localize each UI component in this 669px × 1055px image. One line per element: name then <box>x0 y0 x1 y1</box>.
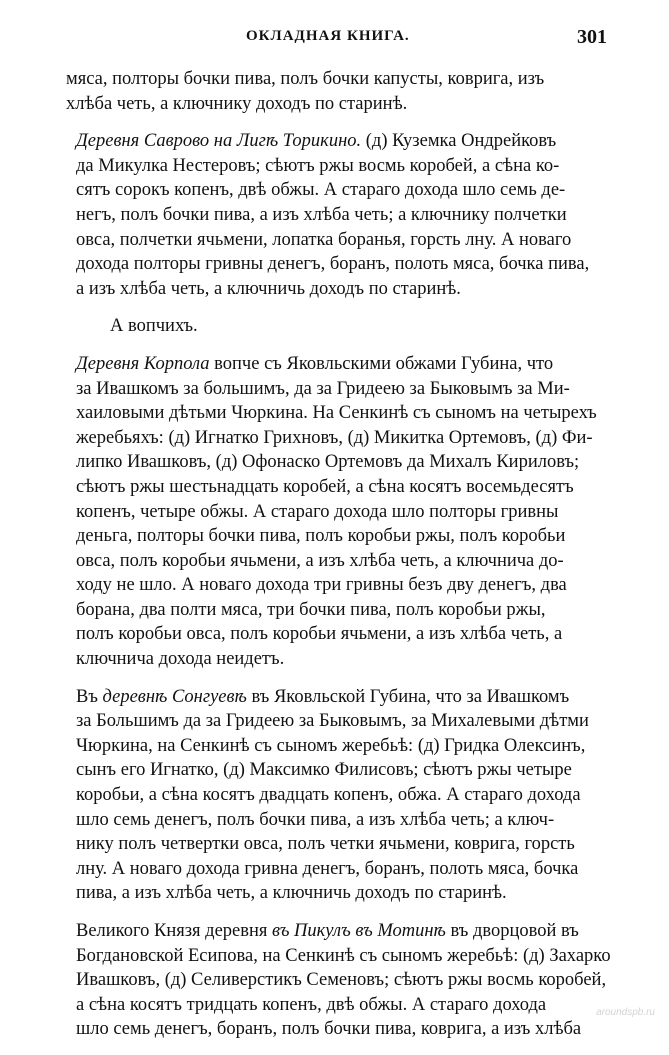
paragraph-korpola <box>66 352 614 672</box>
text-line: за Ивашкомъ за большимъ, да за Гридеею за Быковымъ за Ми- <box>76 378 570 399</box>
text-span: Великого Князя деревня <box>76 921 273 941</box>
text-line <box>66 352 614 377</box>
text-line: лну. А новаго дохода гривна денегъ, боранъ, полоть мяса, бочка <box>76 858 579 879</box>
text-line: а изъ хлѣба четь, а ключничь доходъ по старинѣ. <box>76 278 461 299</box>
text-line: Ивашковъ, (д) Селиверстикъ Семеновъ; сѣютъ ржы восмь коробей, <box>76 970 607 991</box>
text-line: борана, два полти мяса, три бочки пива, полъ коробьи ржы, <box>76 599 546 620</box>
text-line <box>66 919 614 944</box>
text-line: дохода полторы гривны денегъ, боранъ, полоть мяса, бочка пива, <box>76 254 590 275</box>
watermark: aroundspb.ru <box>596 1007 655 1018</box>
text-line: пива, а изъ хлѣба четь, а ключничь доходъ по старинѣ. <box>76 883 507 904</box>
paragraph-songuev <box>66 685 614 906</box>
text-line: сятъ сорокъ копенъ, двѣ обжы. А стараго дохода шло семь де- <box>76 180 566 201</box>
text-line: Богдановской Есипова, на Сенкинѣ съ сыномъ жеребьѣ: (д) Захарко <box>76 945 611 966</box>
text-line: жеребьяхъ: (д) Игнатко Грихновъ, (д) Микитка Ортемовъ, (д) Фи- <box>76 427 593 448</box>
text-line: шло семь денегъ, боранъ, полъ бочки пива, коврига, а изъ хлѣба <box>76 1019 582 1040</box>
text-line: овса, полчетки ячьмени, лопатка боранья, горсть лну. А новаго <box>76 229 572 250</box>
text-span: Въ <box>76 686 103 707</box>
text-line: копенъ, четыре обжы. А стараго дохода шло полторы гривны <box>76 501 559 522</box>
text-line: сѣютъ ржы шестьнадцать коробей, а сѣна косятъ восемьдесятъ <box>76 476 574 497</box>
village-name: въ Пикулъ въ Мотинѣ <box>272 921 446 941</box>
text-span: въ дворцовой въ <box>445 921 579 941</box>
village-name: деревнѣ Сонгуевѣ <box>102 686 247 707</box>
text-span: въ Яковльской Губина, что за Ивашкомъ <box>246 686 570 707</box>
text-line: а сѣна косятъ тридцать копенъ, двѣ обжы. А стараго дохода <box>76 994 547 1015</box>
page-number: 301 <box>577 26 607 48</box>
text-line: мяса, полторы бочки пива, полъ бочки капусты, коврига, изъ <box>66 69 545 89</box>
text-line: коробьи, а сѣна косятъ двадцать копенъ, обжа. А стараго дохода <box>76 785 581 806</box>
text-line: ходу не шло. А новаго дохода три гривны безъ дву денегъ, два <box>76 575 567 596</box>
text-line: хлѣба четь, а ключнику доходъ по старинѣ. <box>66 93 408 114</box>
text-line: хаиловыми дѣтьми Чюркина. На Сенкинѣ съ сыномъ на четырехъ <box>76 403 597 424</box>
text-line: шло семь денегъ, полъ бочки пива, а изъ хлѣба четь; а ключ- <box>76 809 555 830</box>
text-line: да Микулка Нестеровъ; сѣютъ ржы восмь коробей, а сѣна ко- <box>76 155 560 176</box>
text-line: полъ коробьи овса, полъ коробьи ячьмени, а изъ хлѣба четь, а <box>76 624 563 645</box>
text-line: деньга, полторы бочки пива, полъ коробьи ржы, полъ коробьи <box>76 526 566 547</box>
text-span: (д) Куземка Ондрейковъ <box>361 131 557 152</box>
body-text <box>66 67 614 1055</box>
text-span: вопче съ Яковльскими обжами Губина, что <box>209 353 554 374</box>
paragraph-savrovo <box>66 129 614 301</box>
text-line: негъ, полъ бочки пива, а изъ хлѣба четь; а ключнику полчетки <box>76 204 567 225</box>
running-head <box>0 28 669 52</box>
text-line <box>66 129 614 154</box>
paragraph-pikul-motina <box>66 919 614 1042</box>
text-line: ключнича дохода неидетъ. <box>76 649 285 670</box>
text-line: липко Ивашковъ, (д) Офонаско Ортемовъ да Михалъ Кириловъ; <box>76 452 580 473</box>
section-heading: А вопчихъ. <box>110 316 198 337</box>
village-name: Деревня Саврово на Лигѣ Торикино. <box>76 131 362 152</box>
text-line <box>66 685 614 710</box>
paragraph-continuation <box>66 67 614 116</box>
village-name: Деревня Корпола <box>76 353 210 374</box>
running-head-title: ОКЛАДНАЯ КНИГА. <box>246 28 410 44</box>
text-line: Чюркина, на Сенкинѣ съ сыномъ жеребьѣ: (д) Гридка Олексинъ, <box>76 735 586 756</box>
text-line: овса, полъ коробьи ячьмени, а изъ хлѣба четь, а ключнича до- <box>76 550 564 571</box>
text-line: за Большимъ да за Гридеею за Быковымъ, за Михалевыми дѣтми <box>76 711 589 732</box>
text-line: нику полъ четвертки овса, полъ четки ячьмени, коврига, горсть <box>76 834 575 855</box>
text-line: сынъ его Игнатко, (д) Максимко Филисовъ; сѣютъ ржы четыре <box>76 760 572 781</box>
